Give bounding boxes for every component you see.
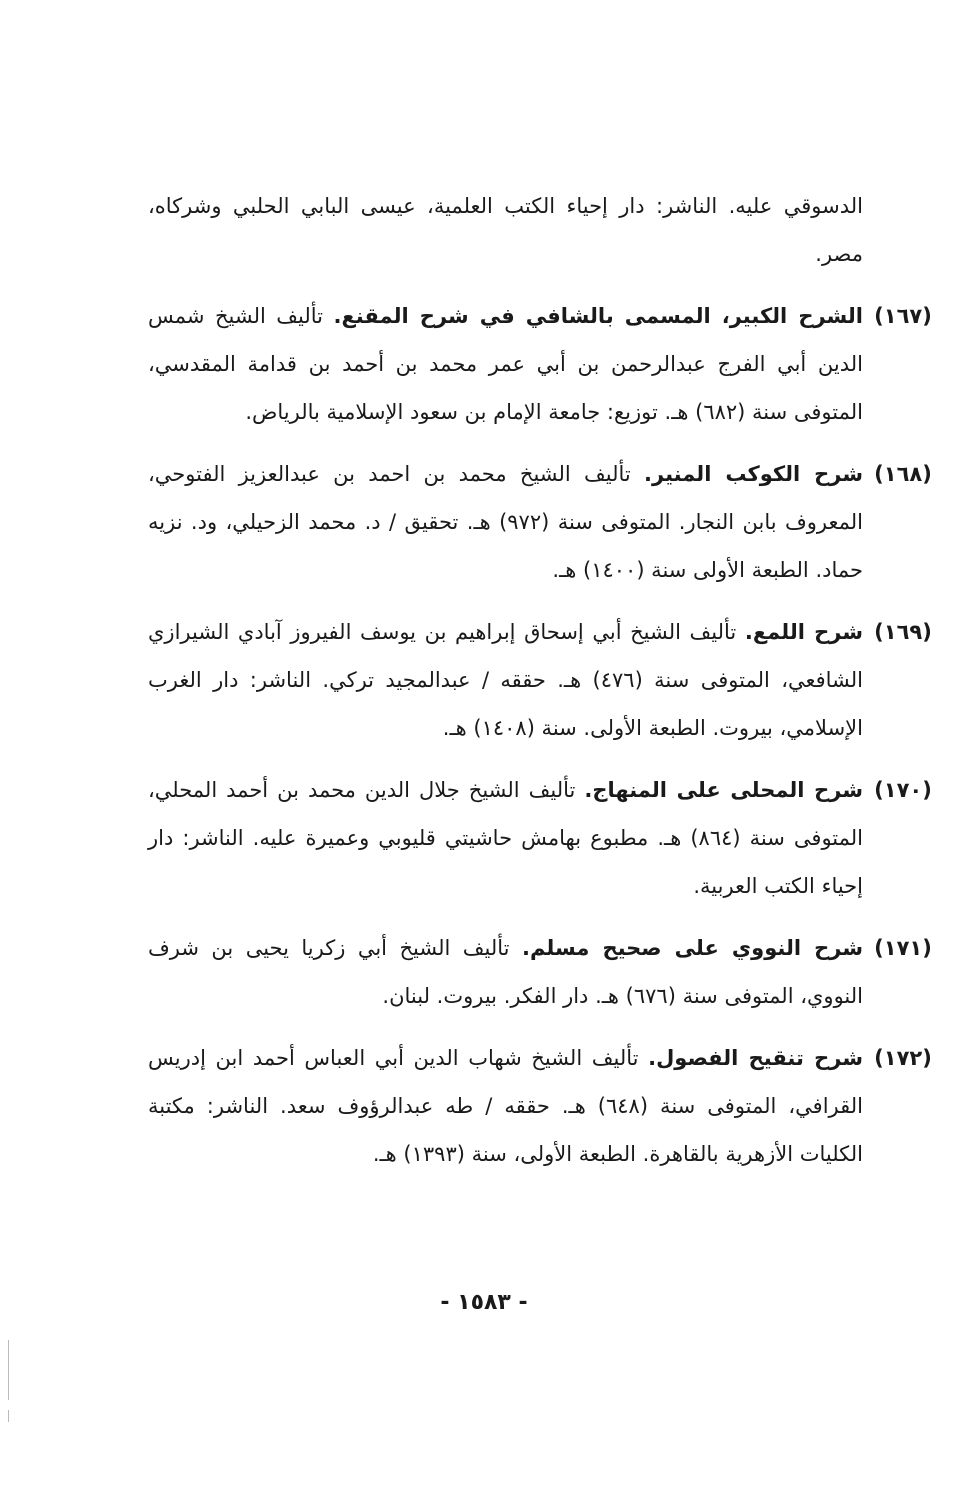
bibliography-entry-171	[148, 924, 932, 1020]
entry-number: (١٦٩)	[874, 620, 932, 644]
entry-number: (١٦٨)	[874, 462, 932, 486]
entry-title: الشرح الكبير، المسمى بالشافي في شرح المقنع.	[333, 304, 863, 328]
bibliography-content	[148, 182, 932, 1178]
bibliography-entry-169	[148, 608, 932, 752]
entry-text: تأليف الشيخ محمد بن احمد بن عبدالعزيز الفتوحي، المعروف بابن النجار. المتوفى سنة (٩٧٢) هـ. تحقيق / د. محمد الزحيلي، ود. نزيه حماد. الطبعة الأولى سنة (١٤٠٠) هـ.	[148, 462, 864, 582]
bibliography-entry-168	[148, 450, 932, 594]
entry-text: تأليف الشيخ شمس الدين أبي الفرج عبدالرحمن بن أبي عمر محمد بن أحمد بن قدامة المقدسي، المتوفى سنة (٦٨٢) هـ. توزيع: جامعة الإمام بن سعود الإسلامية بالرياض.	[148, 304, 863, 424]
entry-number: (١٦٧)	[874, 304, 932, 328]
entry-title: شرح النووي على صحيح مسلم.	[521, 936, 864, 960]
entry-title: شرح تنقيح الفصول.	[648, 1046, 863, 1070]
entry-title: شرح اللمع.	[744, 620, 863, 644]
bibliography-entry-172	[148, 1034, 932, 1178]
bibliography-entry-170	[148, 766, 932, 910]
scan-edge-mark	[8, 1340, 9, 1400]
bibliography-entry-167	[148, 292, 932, 436]
continued-entry-text: الدسوقي عليه. الناشر: دار إحياء الكتب العلمية، عيسى البابي الحلبي وشركاه، مصر.	[148, 194, 863, 266]
entry-number: (١٧٠)	[874, 778, 932, 802]
entry-text: تأليف الشيخ شهاب الدين أبي العباس أحمد ابن إدريس القرافي، المتوفى سنة (٦٤٨) هـ. حققه / طه عبدالرؤوف سعد. الناشر: مكتبة الكليات الأزهرية بالقاهرة. الطبعة الأولى، سنة (١٣٩٣) هـ.	[148, 1046, 863, 1166]
entry-text: تأليف الشيخ جلال الدين محمد بن أحمد المحلي، المتوفى سنة (٨٦٤) هـ. مطبوع بهامش حاشيتي قليوبي وعميرة عليه. الناشر: دار إحياء الكتب العربية.	[148, 778, 864, 898]
scan-edge-mark	[8, 1410, 9, 1422]
entry-title: شرح الكوكب المنير.	[644, 462, 863, 486]
entry-number: (١٧٢)	[874, 1046, 932, 1070]
entry-number: (١٧١)	[874, 936, 932, 960]
entry-title: شرح المحلى على المنهاج.	[584, 778, 863, 802]
page-number: - ١٥٨٣ -	[440, 1290, 528, 1315]
entry-text: تأليف الشيخ أبي زكريا يحيى بن شرف النووي، المتوفى سنة (٦٧٦) هـ. دار الفكر. بيروت. لبنان.	[148, 936, 863, 1008]
entry-text: تأليف الشيخ أبي إسحاق إبراهيم بن يوسف الفيروز آبادي الشيرازي الشافعي، المتوفى سنة (٤٧٦) هـ. حققه / عبدالمجيد تركي. الناشر: دار الغرب الإسلامي، بيروت. الطبعة الأولى. سنة (١٤٠٨) هـ.	[148, 620, 864, 740]
